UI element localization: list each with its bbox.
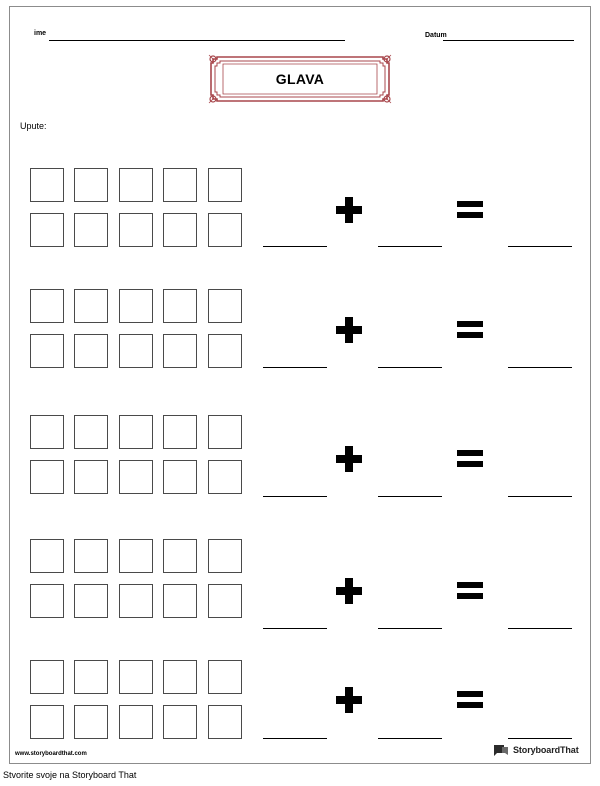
ten-frame-cell	[74, 584, 108, 618]
ten-frame-cell	[119, 460, 153, 494]
ten-frame-cell	[163, 415, 197, 449]
problem-row	[0, 166, 600, 266]
ten-frame-cell	[30, 168, 64, 202]
footer-url[interactable]: www.storyboardthat.com	[15, 751, 87, 757]
worksheet-title: GLAVA	[275, 71, 325, 87]
addend-blank[interactable]	[378, 628, 442, 629]
ten-frame-cell	[208, 334, 242, 368]
ten-frame-cell	[74, 289, 108, 323]
ten-frame-cell	[30, 289, 64, 323]
ten-frame-cell	[119, 168, 153, 202]
ten-frame-cell	[74, 460, 108, 494]
ten-frame-cell	[119, 660, 153, 694]
ten-frame-cell	[163, 213, 197, 247]
sum-blank[interactable]	[508, 628, 572, 629]
ten-frame-cell	[208, 289, 242, 323]
equals-icon	[457, 691, 483, 709]
ten-frame-cell	[163, 460, 197, 494]
ten-frame-cell	[208, 660, 242, 694]
plus-icon	[336, 578, 362, 604]
addend-blank[interactable]	[378, 738, 442, 739]
ten-frame-cell	[208, 584, 242, 618]
addend-blank[interactable]	[378, 496, 442, 497]
ten-frame-cell	[74, 415, 108, 449]
ten-frame-cell	[163, 705, 197, 739]
problem-row	[0, 287, 600, 387]
ten-frame-cell	[208, 460, 242, 494]
ten-frame-cell	[163, 539, 197, 573]
sum-blank[interactable]	[508, 246, 572, 247]
ten-frame-cell	[30, 460, 64, 494]
plus-icon	[336, 317, 362, 343]
equals-icon	[457, 321, 483, 339]
ten-frame-cell	[208, 539, 242, 573]
credit-line[interactable]: Stvorite svoje na Storyboard That	[3, 770, 137, 780]
ten-frame-cell	[74, 539, 108, 573]
ten-frame-cell	[30, 213, 64, 247]
ten-frame-cell	[119, 705, 153, 739]
ten-frame-cell	[163, 584, 197, 618]
ten-frame-cell	[119, 289, 153, 323]
ten-frame-cell	[163, 660, 197, 694]
ten-frame-cell	[119, 539, 153, 573]
instructions-label: Upute:	[20, 121, 47, 131]
sum-blank[interactable]	[508, 496, 572, 497]
addend-blank[interactable]	[263, 496, 327, 497]
addend-blank[interactable]	[263, 738, 327, 739]
ten-frame-cell	[30, 415, 64, 449]
equals-icon	[457, 450, 483, 468]
ten-frame-cell	[30, 705, 64, 739]
plus-icon	[336, 687, 362, 713]
name-line	[49, 40, 345, 41]
equals-icon	[457, 201, 483, 219]
ten-frame-cell	[30, 660, 64, 694]
ten-frame-cell	[74, 660, 108, 694]
ten-frame-cell	[119, 334, 153, 368]
ten-frame-cell	[163, 168, 197, 202]
name-label: ime	[34, 30, 47, 37]
date-line	[443, 40, 574, 41]
storyboard-logo-icon	[493, 744, 509, 756]
addend-blank[interactable]	[263, 628, 327, 629]
ten-frame-cell	[208, 415, 242, 449]
brand-name: StoryboardThat	[513, 745, 579, 755]
ten-frame-cell	[30, 539, 64, 573]
storyboardthat-logo[interactable]	[493, 743, 579, 757]
ten-frame-cell	[74, 705, 108, 739]
sum-blank[interactable]	[508, 738, 572, 739]
ten-frame-cell	[208, 168, 242, 202]
sum-blank[interactable]	[508, 367, 572, 368]
ten-frame-cell	[119, 584, 153, 618]
ten-frame-cell	[74, 334, 108, 368]
plus-icon	[336, 197, 362, 223]
equals-icon	[457, 582, 483, 600]
ten-frame-cell	[163, 334, 197, 368]
ten-frame-cell	[30, 584, 64, 618]
ten-frame-cell	[74, 213, 108, 247]
ten-frame-cell	[208, 705, 242, 739]
addend-blank[interactable]	[263, 367, 327, 368]
addend-blank[interactable]	[378, 367, 442, 368]
ten-frame-cell	[163, 289, 197, 323]
problem-row	[0, 537, 600, 637]
ten-frame-cell	[119, 415, 153, 449]
problem-row	[0, 413, 600, 513]
ten-frame-cell	[30, 334, 64, 368]
ten-frame-cell	[208, 213, 242, 247]
date-label: Datum	[425, 32, 447, 39]
addend-blank[interactable]	[378, 246, 442, 247]
ten-frame-cell	[74, 168, 108, 202]
addend-blank[interactable]	[263, 246, 327, 247]
ten-frame-cell	[119, 213, 153, 247]
plus-icon	[336, 446, 362, 472]
